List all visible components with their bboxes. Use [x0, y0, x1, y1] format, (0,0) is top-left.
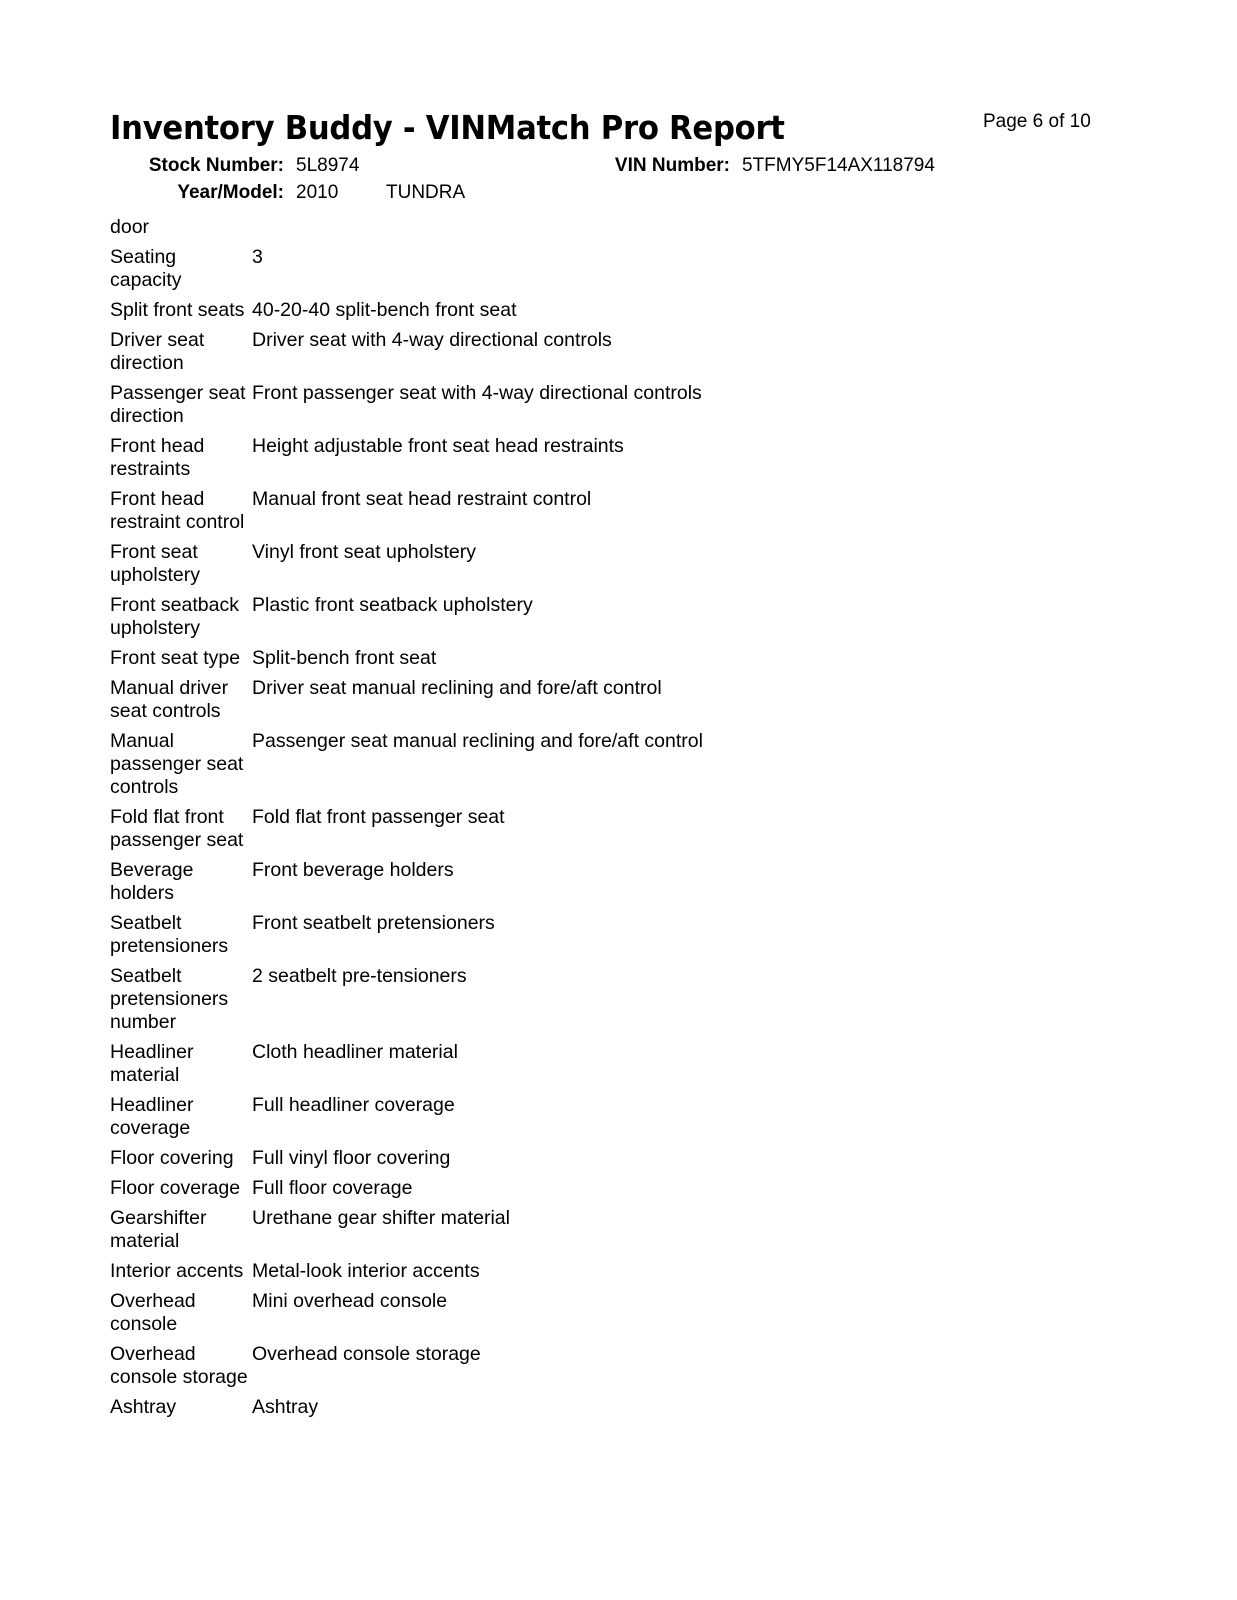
stock-number-label: Stock Number:: [148, 155, 284, 176]
feature-row: [110, 541, 703, 594]
vin-number-value: 5TFMY5F14AX118794: [742, 155, 935, 176]
feature-value: Mini overhead console: [252, 1290, 448, 1312]
feature-label: Driver seat direction: [110, 329, 205, 374]
feature-row: [110, 1147, 703, 1177]
year-model-label: Year/Model:: [177, 182, 284, 203]
feature-value: Height adjustable front seat head restraints: [252, 435, 624, 457]
feature-value: Manual front seat head restraint control: [252, 488, 592, 510]
feature-value: Front beverage holders: [252, 859, 454, 881]
feature-value: Cloth headliner material: [252, 1041, 458, 1063]
feature-value: Front passenger seat with 4-way directional controls: [252, 382, 702, 404]
feature-row: [110, 1207, 703, 1260]
feature-value: Full headliner coverage: [252, 1094, 455, 1116]
feature-label: Front seat type: [110, 647, 241, 669]
feature-row: [110, 965, 703, 1041]
feature-label: Headliner material: [110, 1041, 194, 1086]
feature-row: [110, 647, 703, 677]
feature-row: [110, 488, 703, 541]
feature-label: Fold flat front passenger seat: [110, 806, 244, 851]
feature-label: Passenger seat direction: [110, 382, 246, 427]
feature-row: [110, 677, 703, 730]
feature-label: Gearshifter material: [110, 1207, 207, 1252]
feature-label: Overhead console storage: [110, 1343, 248, 1388]
year-value: 2010: [296, 182, 339, 203]
feature-label: Front seatback upholstery: [110, 594, 239, 639]
feature-value: Vinyl front seat upholstery: [252, 541, 477, 563]
report-title: Inventory Buddy - VINMatch Pro Report: [110, 108, 785, 147]
feature-value: Overhead console storage: [252, 1343, 481, 1365]
stock-number-value: 5L8974: [296, 155, 360, 176]
feature-list: [110, 216, 703, 1426]
feature-row: [110, 594, 703, 647]
feature-value: 3: [252, 246, 263, 268]
feature-value: Driver seat manual reclining and fore/aft control: [252, 677, 662, 699]
feature-value: Front seatbelt pretensioners: [252, 912, 495, 934]
feature-label: Front head restraints: [110, 435, 205, 480]
feature-label: Interior accents: [110, 1260, 244, 1282]
feature-label: Front seat upholstery: [110, 541, 200, 586]
feature-label: Split front seats: [110, 299, 245, 321]
feature-row: [110, 246, 703, 299]
model-value: TUNDRA: [386, 182, 466, 203]
feature-row: [110, 859, 703, 912]
feature-row: [110, 299, 703, 329]
feature-row: [110, 806, 703, 859]
feature-label: Overhead console: [110, 1290, 196, 1335]
feature-value: Passenger seat manual reclining and fore/aft control: [252, 730, 703, 752]
feature-label: Beverage holders: [110, 859, 194, 904]
feature-row: [110, 382, 703, 435]
feature-value: Fold flat front passenger seat: [252, 806, 505, 828]
feature-label: Seatbelt pretensioners number: [110, 965, 229, 1033]
feature-row: [110, 730, 703, 806]
page-number: Page 6 of 10: [983, 111, 1091, 132]
vin-number-label: VIN Number:: [614, 155, 730, 176]
feature-value: Driver seat with 4-way directional controls: [252, 329, 612, 351]
feature-row: [110, 1260, 703, 1290]
feature-label: Floor coverage: [110, 1177, 241, 1199]
feature-label: Headliner coverage: [110, 1094, 194, 1139]
feature-value: Plastic front seatback upholstery: [252, 594, 533, 616]
feature-label: Ashtray: [110, 1396, 177, 1418]
feature-row: [110, 435, 703, 488]
feature-row: [110, 1177, 703, 1207]
feature-value: Ashtray: [252, 1396, 319, 1418]
continued-text: door: [110, 216, 150, 238]
feature-row: [110, 912, 703, 965]
feature-value: 2 seatbelt pre-tensioners: [252, 965, 467, 987]
feature-row: [110, 1396, 703, 1426]
feature-label: Manual passenger seat controls: [110, 730, 244, 798]
feature-label: Seating capacity: [110, 246, 182, 291]
feature-label: Manual driver seat controls: [110, 677, 229, 722]
feature-row: [110, 1041, 703, 1094]
feature-value: Urethane gear shifter material: [252, 1207, 510, 1229]
feature-label: Seatbelt pretensioners: [110, 912, 229, 957]
feature-value: Full floor coverage: [252, 1177, 413, 1199]
feature-value: Full vinyl floor covering: [252, 1147, 451, 1169]
feature-value: Split-bench front seat: [252, 647, 437, 669]
feature-row: [110, 1094, 703, 1147]
feature-label: Floor covering: [110, 1147, 234, 1169]
feature-row: [110, 1290, 703, 1343]
feature-row: [110, 329, 703, 382]
feature-label: Front head restraint control: [110, 488, 245, 533]
feature-table: [110, 246, 703, 1426]
feature-value: Metal-look interior accents: [252, 1260, 480, 1282]
feature-row: [110, 1343, 703, 1396]
feature-value: 40-20-40 split-bench front seat: [252, 299, 517, 321]
